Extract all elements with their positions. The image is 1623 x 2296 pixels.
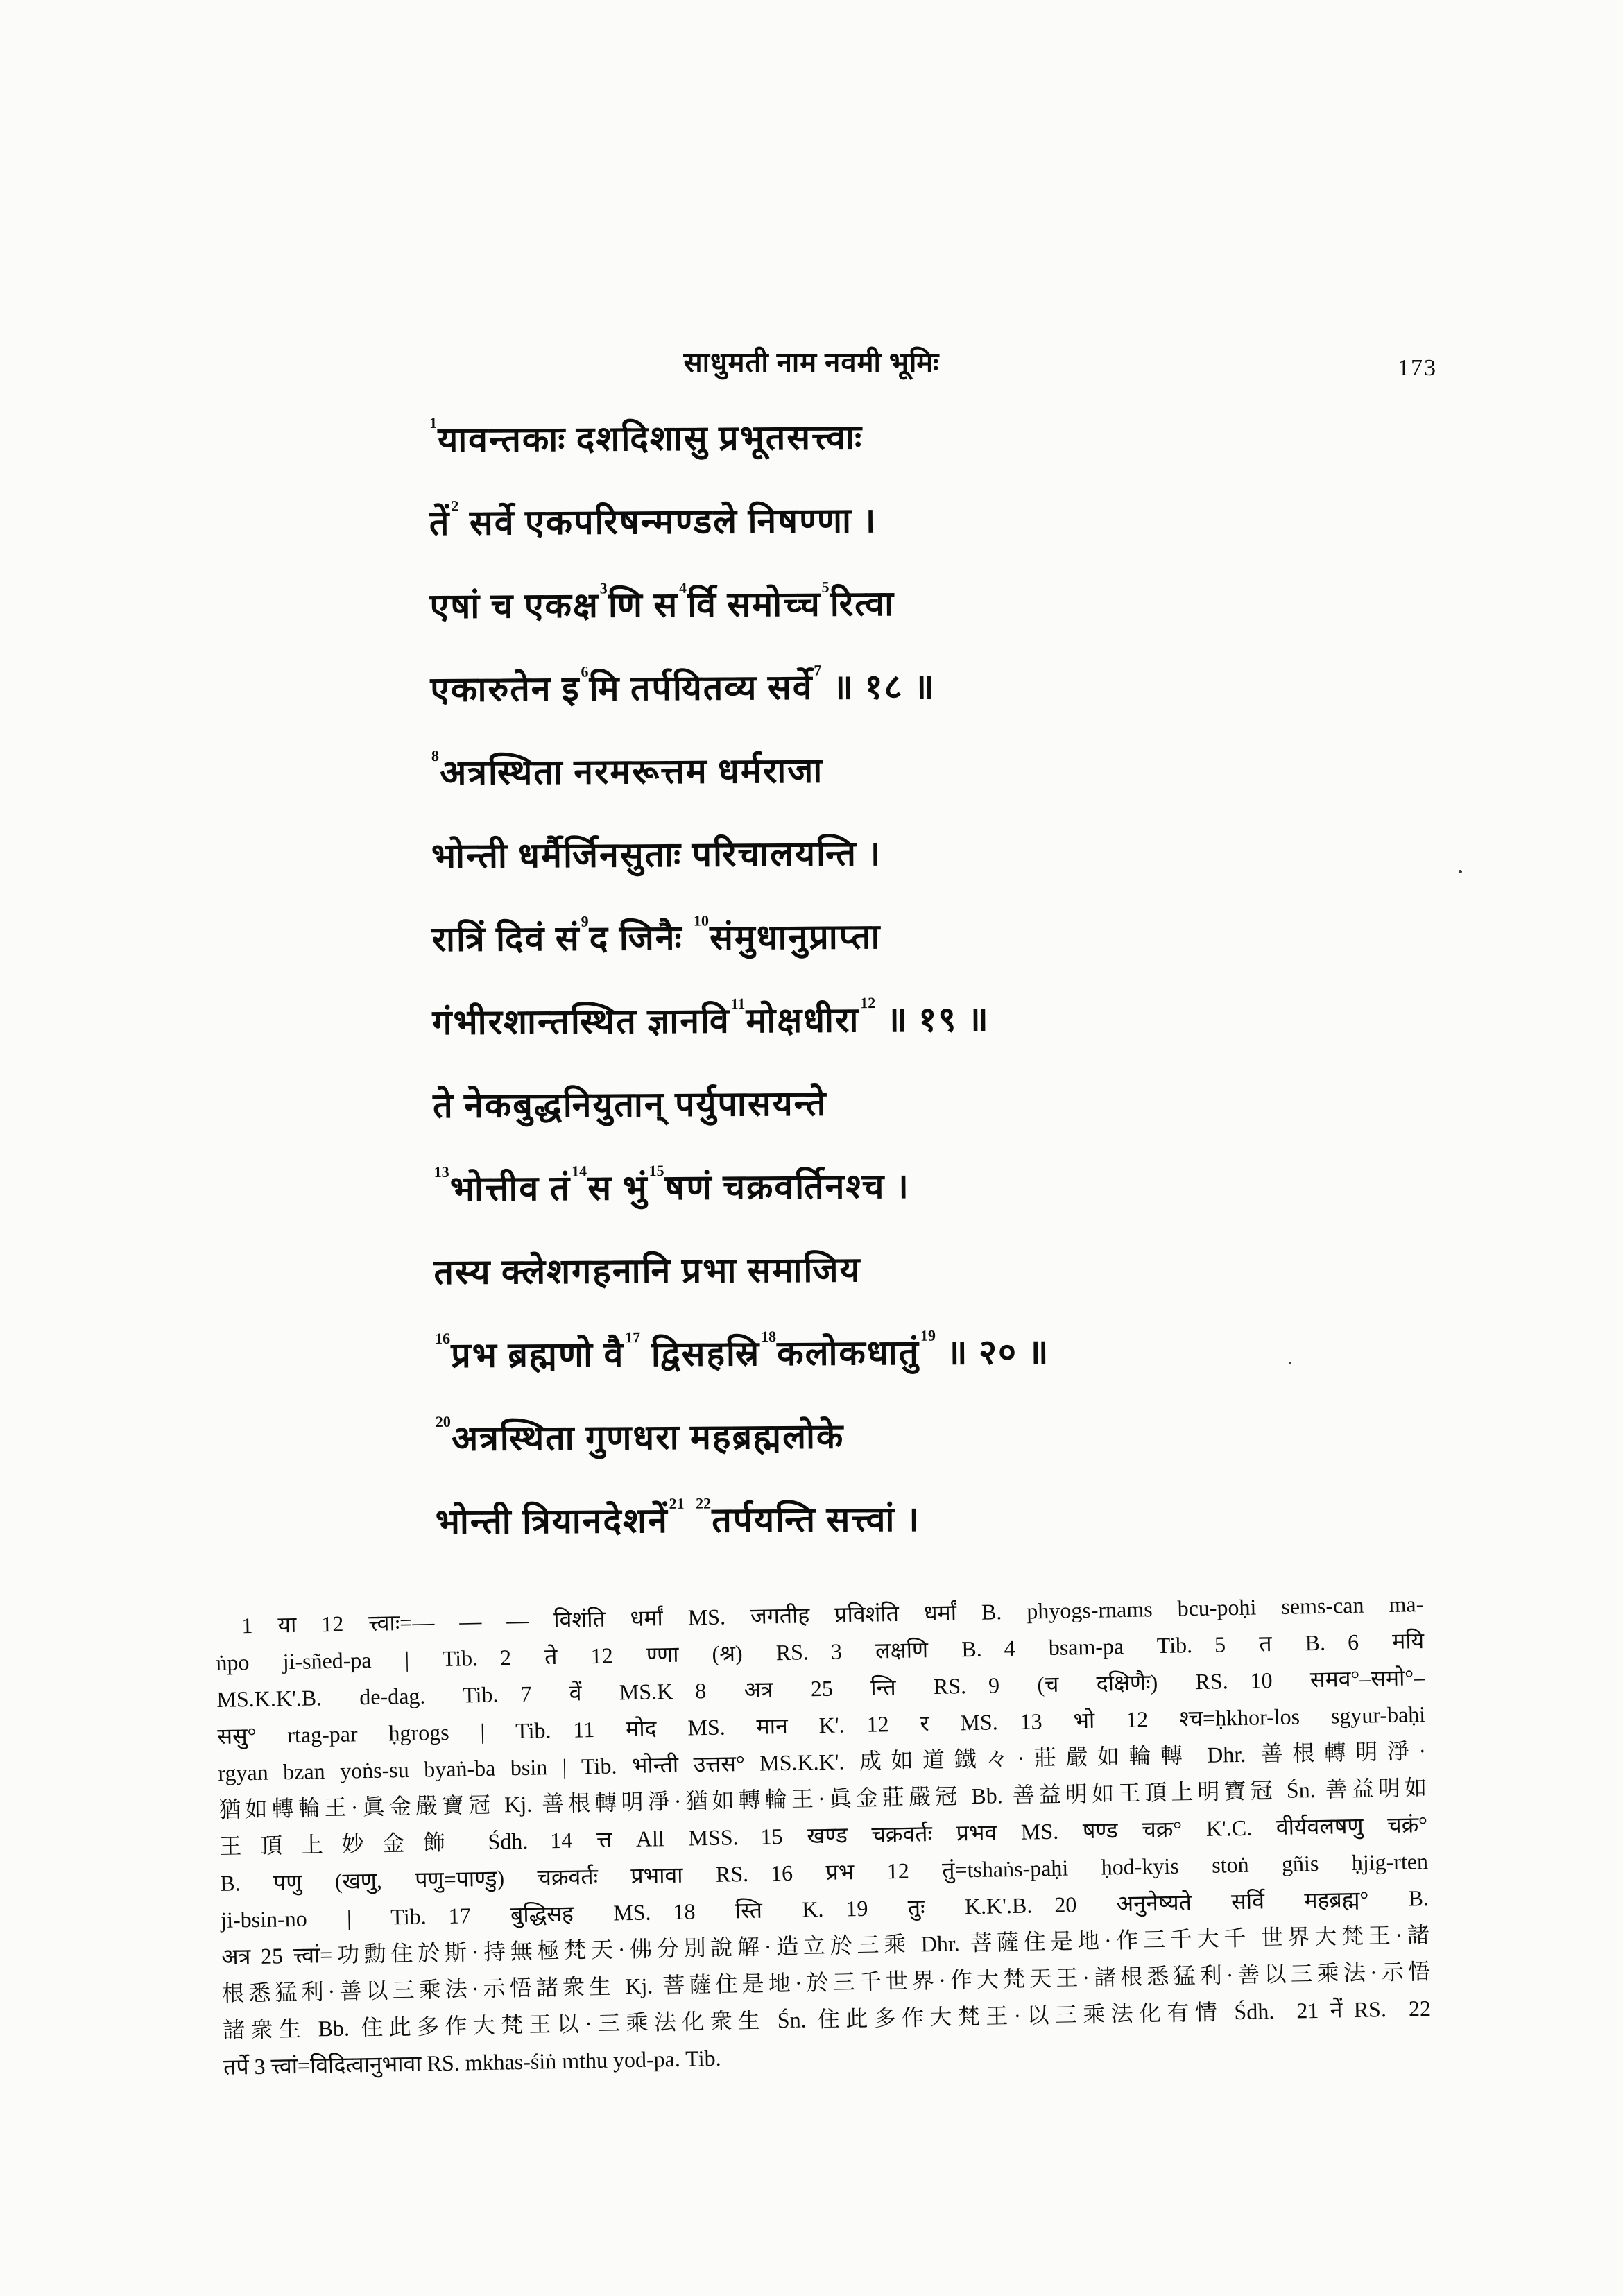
- critical-apparatus: [215, 1586, 1432, 2086]
- footnote-line: 根悉猛利·善以三乘法·示悟諸衆生 Kj. 菩薩住是地·於三千世界·作大梵天王·諸根悉猛利·善以三乘法·示悟: [221, 1958, 1431, 2006]
- scan-speck: [1289, 1362, 1291, 1364]
- footnote-reference: 2: [451, 497, 459, 515]
- footnote-reference: 13: [433, 1163, 449, 1181]
- footnote-reference: 7: [814, 661, 822, 679]
- footnote-line: 王頂上妙金飾 Śdh. 14 त्त All MSS. 15 खण्ड चक्रवर्तः प्रभव MS. षण्ड चक्र° K'.C. वीर्यवलषणु चक्रं°: [218, 1812, 1428, 1859]
- footnote-reference: 16: [435, 1329, 451, 1347]
- footnote-reference: 19: [920, 1326, 936, 1344]
- footnote-reference: 5: [821, 578, 830, 596]
- footnote-reference: 15: [649, 1161, 664, 1180]
- footnote-reference: 8: [431, 746, 440, 764]
- footnote-line: तर्पे 3 त्त्वां=विदित्वानुभावा RS. mkhas-śiṅ mthu yod-pa. Tib.: [223, 2045, 721, 2080]
- footnote-line: ṅpo ji-sñed-pa | Tib. 2 ते 12 ण्णा (श्र) RS. 3 लक्षणि B. 4 bsam-pa Tib. 5 त B. 6 मयि: [216, 1628, 1425, 1675]
- footnote-reference: 3: [599, 579, 608, 597]
- verse-line-20b: $^{13}$भोत्तीव तं$^{14}$स भुं$^{15}$षणं चक्रवर्तिनश्च ।: [433, 1161, 910, 1208]
- verse-line-19d: गंभीरशान्तस्थित ज्ञानवि$^{11}$मोक्षधीरा$^{12}$ ॥ १९ ॥: [432, 994, 990, 1042]
- verse-line-18b: तें$^2$ सर्वे एकपरिषन्मण्डले निषण्णा ।: [429, 497, 877, 542]
- verse-line-18d: एकारुतेन इ$^6$मि तर्पयितव्य सर्वे$^7$ ॥ १८ ॥: [430, 661, 936, 709]
- footnote-reference: 11: [730, 995, 746, 1013]
- footnote-reference: 18: [760, 1327, 777, 1346]
- running-head-title: साधुमती नाम नवमी भूमिः: [683, 347, 940, 378]
- footnote-reference: 6: [581, 662, 589, 680]
- verse-line-21a: $^{20}$अत्रस्थिता गुणधरा महब्रह्मलोके: [435, 1412, 845, 1458]
- verse-line-19b: भोन्ती धर्मैर्जिनसुताः परिचालयन्ति ।: [431, 834, 882, 875]
- verse-line-18a: $^1$यावन्तकाः दशदिशासु प्रभूतसत्त्वाः: [429, 413, 864, 459]
- footnote-reference: 21: [669, 1494, 685, 1512]
- footnote-line: अत्र 25 त्त्वां=功勳住於斯·持無極梵天·佛分別說解·造立於三乘 Dhr. 菩薩住是地·作三千大千 世界大梵王·諸: [221, 1921, 1430, 1969]
- footnote-line: MS.K.K'.B. de-dag. Tib. 7 वें MS.K 8 अत्र 25 न्ति RS. 9 (च दक्षिणैः) RS. 10 समव°–समो°–: [216, 1665, 1425, 1712]
- verse-line-20c: तस्य क्लेशगहनानि प्रभा समाजिय: [433, 1250, 861, 1292]
- footnote-reference: 1: [429, 413, 438, 431]
- footnote-line: rgyan bzan yoṅs-su byaṅ-ba bsin | Tib. भोन्ती उत्तस° MS.K.K'. 成如道鐵々·莊嚴如輪轉 Dhr. 善根轉明淨·: [218, 1738, 1427, 1785]
- footnote-reference: 12: [860, 994, 876, 1012]
- footnote-reference: 9: [581, 912, 589, 930]
- footnote-reference: 4: [679, 579, 687, 597]
- footnote-line: 諸衆生 Bb. 住此多作大梵王以·三乘法化衆生 Śn. 住此多作大梵王·以三乘法化有情 Śdh. 21 नें RS. 22: [222, 1995, 1432, 2043]
- page-number: 173: [1398, 355, 1437, 381]
- verse-line-20d: $^{16}$प्रभ ब्रह्मणो वै$^{17}$ द्विसहस्रि$^{18}$कलोकधातुं$^{19}$ ॥ २० ॥: [435, 1326, 1050, 1375]
- verse-line-21b: भोन्ती त्रियानदेशनें$^{21}$ $^{22}$तर्पयन्ति सत्त्वां ।: [435, 1494, 920, 1541]
- footnote-line: B. पणु (खणु, पणु=पाण्डु) चक्रवर्तः प्रभावा RS. 16 प्रभ 12 तुं=tshaṅs-paḥi ḥod-kyis stoṅ gñis ḥjig-rten: [219, 1849, 1429, 1896]
- scan-speck: [1459, 870, 1462, 873]
- verse-line-19c: रात्रिं दिवं सं$^9$द जिनैः $^{10}$संमुधानुप्राप्ता: [431, 911, 882, 959]
- footnote-reference: 10: [693, 911, 710, 929]
- footnote-line: 猶如轉輪王·眞金嚴寶冠 Kj. 善根轉明淨·猶如轉輪王·眞金莊嚴冠 Bb. 善益明如王頂上明寶冠 Śn. 善益明如: [218, 1775, 1427, 1822]
- verse-block: [429, 409, 1476, 1580]
- verse-line-20a: ते नेकबुद्धनियुतान् पर्युपासयन्ते: [432, 1083, 827, 1125]
- footnote-reference: 22: [696, 1494, 712, 1512]
- verse-line-18c: एषां च एकक्ष$^3$णि स$^4$र्वि समोच्च$^5$रित्वा: [429, 578, 895, 626]
- footnote-reference: 17: [625, 1328, 641, 1346]
- verse-line-19a: $^8$अत्रस्थिता नरमरूत्तम धर्मराजा: [431, 746, 824, 792]
- footnote-line: ससु° rtag-par ḥgrogs | Tib. 11 मोद MS. मान K'. 12 र MS. 13 भो 12 श्च=ḥkhor-los sgyur-baḥi: [217, 1702, 1426, 1749]
- footnote-line: ji-bsin-no | Tib. 17 बुद्धिसह MS. 18 स्ति K. 19 तुः K.K'.B. 20 अनुनेष्यते सर्वि महब्रह्म° B.: [220, 1885, 1429, 1933]
- footnote-line: 1 या 12 त्त्वाः=— — — विशंति धर्मां MS. जगतीह प्रविशंति धर्मां B. phyogs-rnams bcu-poḥi sems-can ma-: [241, 1591, 1424, 1638]
- footnote-reference: 14: [571, 1162, 587, 1180]
- footnote-reference: 20: [435, 1412, 451, 1430]
